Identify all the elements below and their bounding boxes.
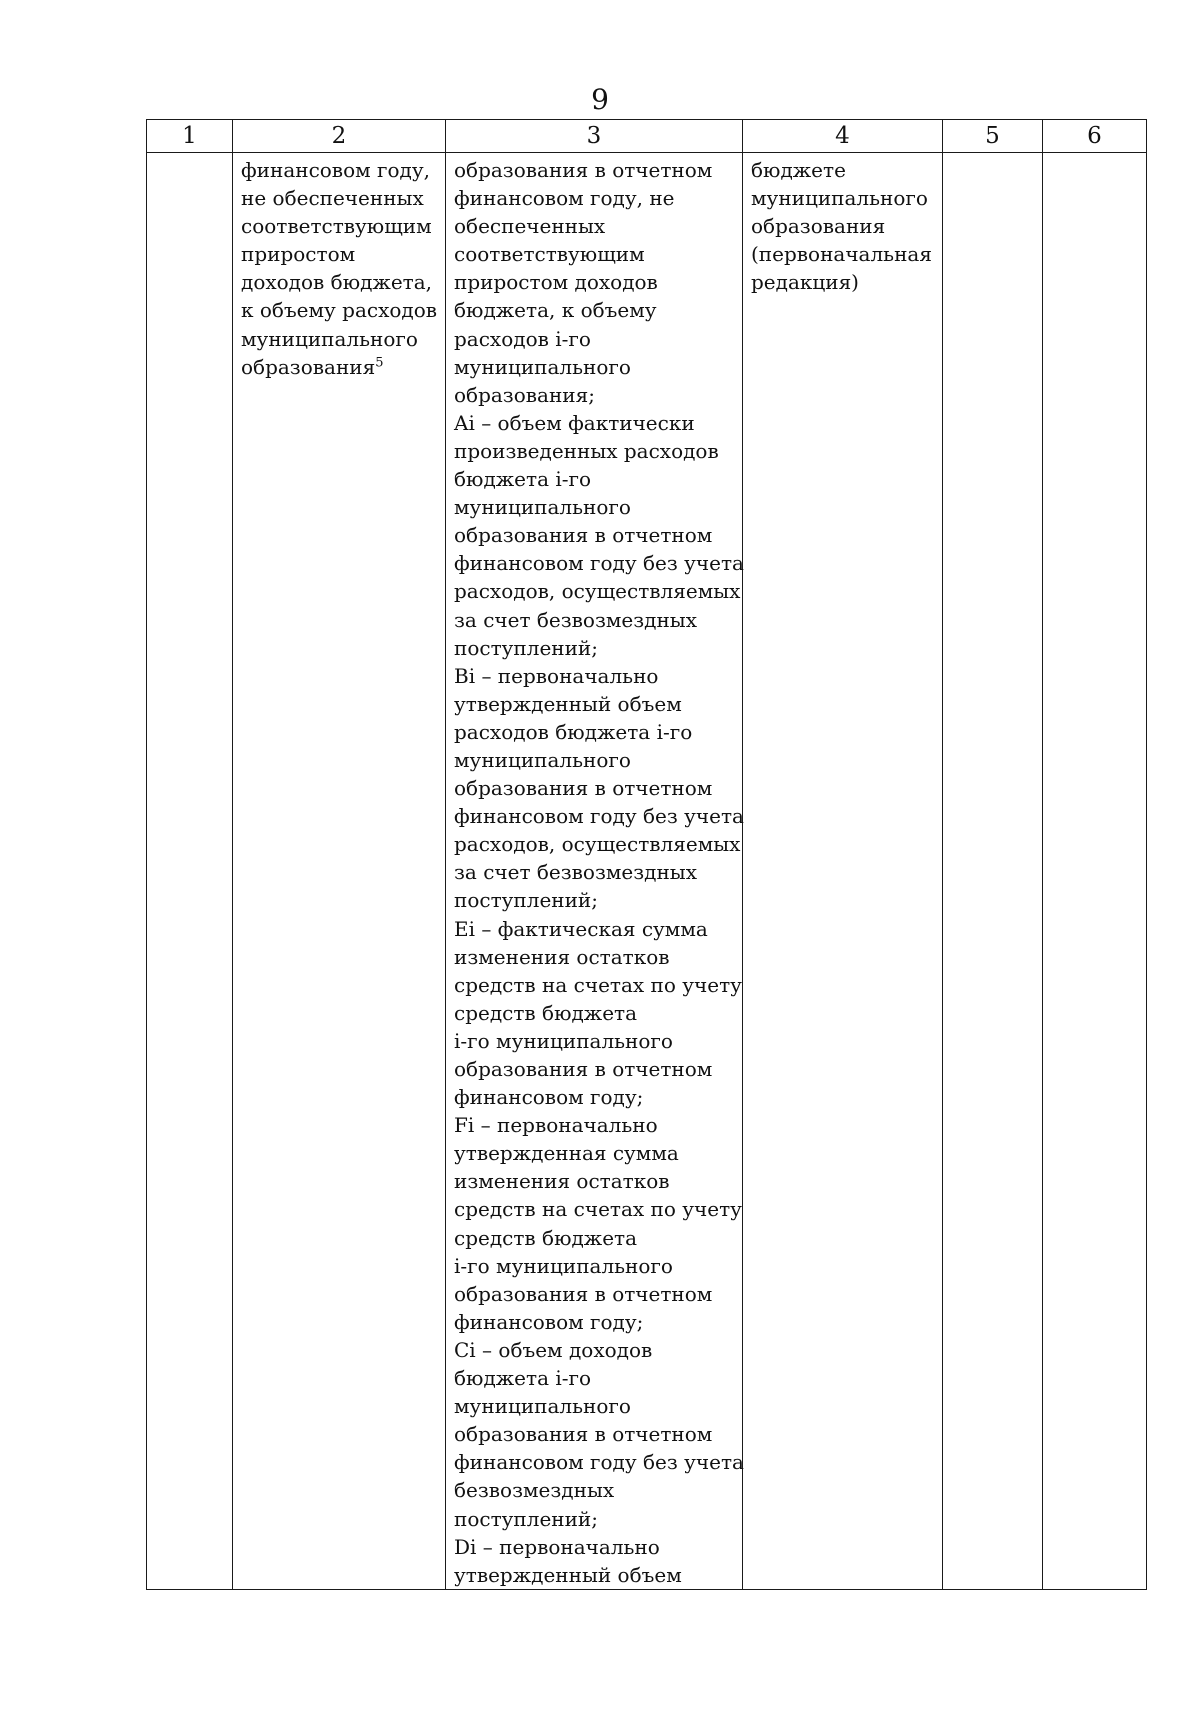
text-line: Ai – объем фактически — [454, 410, 695, 435]
text-line: утвержденная сумма — [454, 1141, 679, 1166]
text-line: образования в отчетном — [454, 1281, 713, 1306]
text-line-with-footnote — [241, 353, 441, 381]
text-line: образования в отчетном — [454, 523, 713, 548]
text-line: Ci – объем доходов — [454, 1337, 653, 1362]
column-header-2: 2 — [233, 120, 446, 153]
text-line: безвозмездных — [454, 1478, 615, 1503]
text-line: образования — [751, 214, 886, 239]
text-line: бюджета i-го — [454, 467, 592, 492]
column-header-3: 3 — [446, 120, 743, 153]
text-line: за счет безвозмездных — [454, 607, 698, 632]
column-header-6: 6 — [1043, 120, 1147, 153]
text-line: финансовом году; — [454, 1309, 644, 1334]
table-row — [147, 153, 1147, 1590]
text-line: расходов, осуществляемых — [454, 832, 741, 857]
text-line: бюджете — [751, 158, 846, 182]
text-line: бюджета, к объему — [454, 298, 657, 323]
cell-col-6 — [1043, 153, 1147, 1590]
text-line: средств бюджета — [454, 1000, 638, 1025]
text-line: образования в отчетном — [454, 158, 713, 182]
text-line: финансовом году без учета — [454, 551, 744, 576]
text-line: расходов i-го — [454, 326, 591, 351]
text-line: средств на счетах по учету — [454, 972, 742, 997]
cell-col-1 — [147, 153, 233, 1590]
text-line: расходов, осуществляемых — [454, 579, 741, 604]
text-line: муниципального — [454, 495, 631, 520]
text-line: обеспеченных — [454, 214, 606, 239]
column-header-4: 4 — [743, 120, 943, 153]
text-line: соответствующим — [241, 214, 432, 239]
text-line: образования в отчетном — [454, 1057, 713, 1081]
text-line: доходов бюджета, — [241, 270, 432, 295]
indicator-table — [146, 119, 1147, 1590]
text-line: не обеспеченных — [241, 186, 424, 211]
indicator-name-text — [233, 153, 445, 381]
text-line: финансовом году, — [241, 158, 430, 182]
text-line: изменения остатков — [454, 1169, 670, 1194]
cell-col-4 — [743, 153, 943, 1590]
table-header-row — [147, 120, 1147, 153]
text-line: к объему расходов — [241, 298, 438, 323]
text-line: Fi – первоначально — [454, 1113, 658, 1138]
text-line: приростом — [241, 242, 356, 267]
cell-col-3 — [446, 153, 743, 1590]
text-line: редакция) — [751, 270, 859, 295]
text-line: финансовом году без учета — [454, 804, 744, 829]
column-header-1: 1 — [147, 120, 233, 153]
text-line: утвержденный объем — [454, 1562, 682, 1587]
formula-description-text — [446, 153, 742, 1589]
text-line: финансовом году, не — [454, 186, 675, 211]
text-line: образования — [241, 354, 376, 379]
text-line: изменения остатков — [454, 944, 670, 969]
text-line: поступлений; — [454, 888, 599, 913]
page-number: 9 — [591, 83, 609, 116]
text-line: средств бюджета — [454, 1225, 638, 1250]
text-line: приростом доходов — [454, 270, 658, 295]
text-line: образования в отчетном — [454, 1422, 713, 1447]
text-line: муниципального — [241, 326, 418, 351]
text-line: i-го муниципального — [454, 1253, 673, 1278]
text-line: расходов бюджета i-го — [454, 719, 693, 744]
text-line: поступлений; — [454, 635, 599, 660]
text-line: финансовом году без учета — [454, 1450, 744, 1475]
text-line: средств на счетах по учету — [454, 1197, 742, 1222]
text-line: утвержденный объем — [454, 691, 682, 716]
cell-col-5 — [943, 153, 1043, 1590]
text-line: муниципального — [454, 354, 631, 379]
column-header-5: 5 — [943, 120, 1043, 153]
text-line: образования; — [454, 382, 595, 407]
text-line: образования в отчетном — [454, 776, 713, 801]
text-line: бюджета i-го — [454, 1366, 592, 1391]
text-line: произведенных расходов — [454, 438, 719, 463]
text-line: Ei – фактическая сумма — [454, 916, 708, 941]
cell-col-2 — [233, 153, 446, 1590]
text-line: муниципального — [454, 747, 631, 772]
source-text — [743, 153, 942, 296]
text-line: Di – первоначально — [454, 1534, 660, 1559]
text-line: муниципального — [751, 186, 928, 211]
text-line: финансовом году; — [454, 1085, 644, 1110]
text-line: за счет безвозмездных — [454, 860, 698, 885]
text-line: муниципального — [454, 1394, 631, 1419]
text-line: (первоначальная — [751, 242, 932, 267]
text-line: поступлений; — [454, 1506, 599, 1531]
text-line: соответствующим — [454, 242, 645, 267]
footnote-mark: 5 — [375, 355, 384, 370]
text-line: i-го муниципального — [454, 1028, 673, 1053]
text-line: Bi – первоначально — [454, 663, 659, 688]
